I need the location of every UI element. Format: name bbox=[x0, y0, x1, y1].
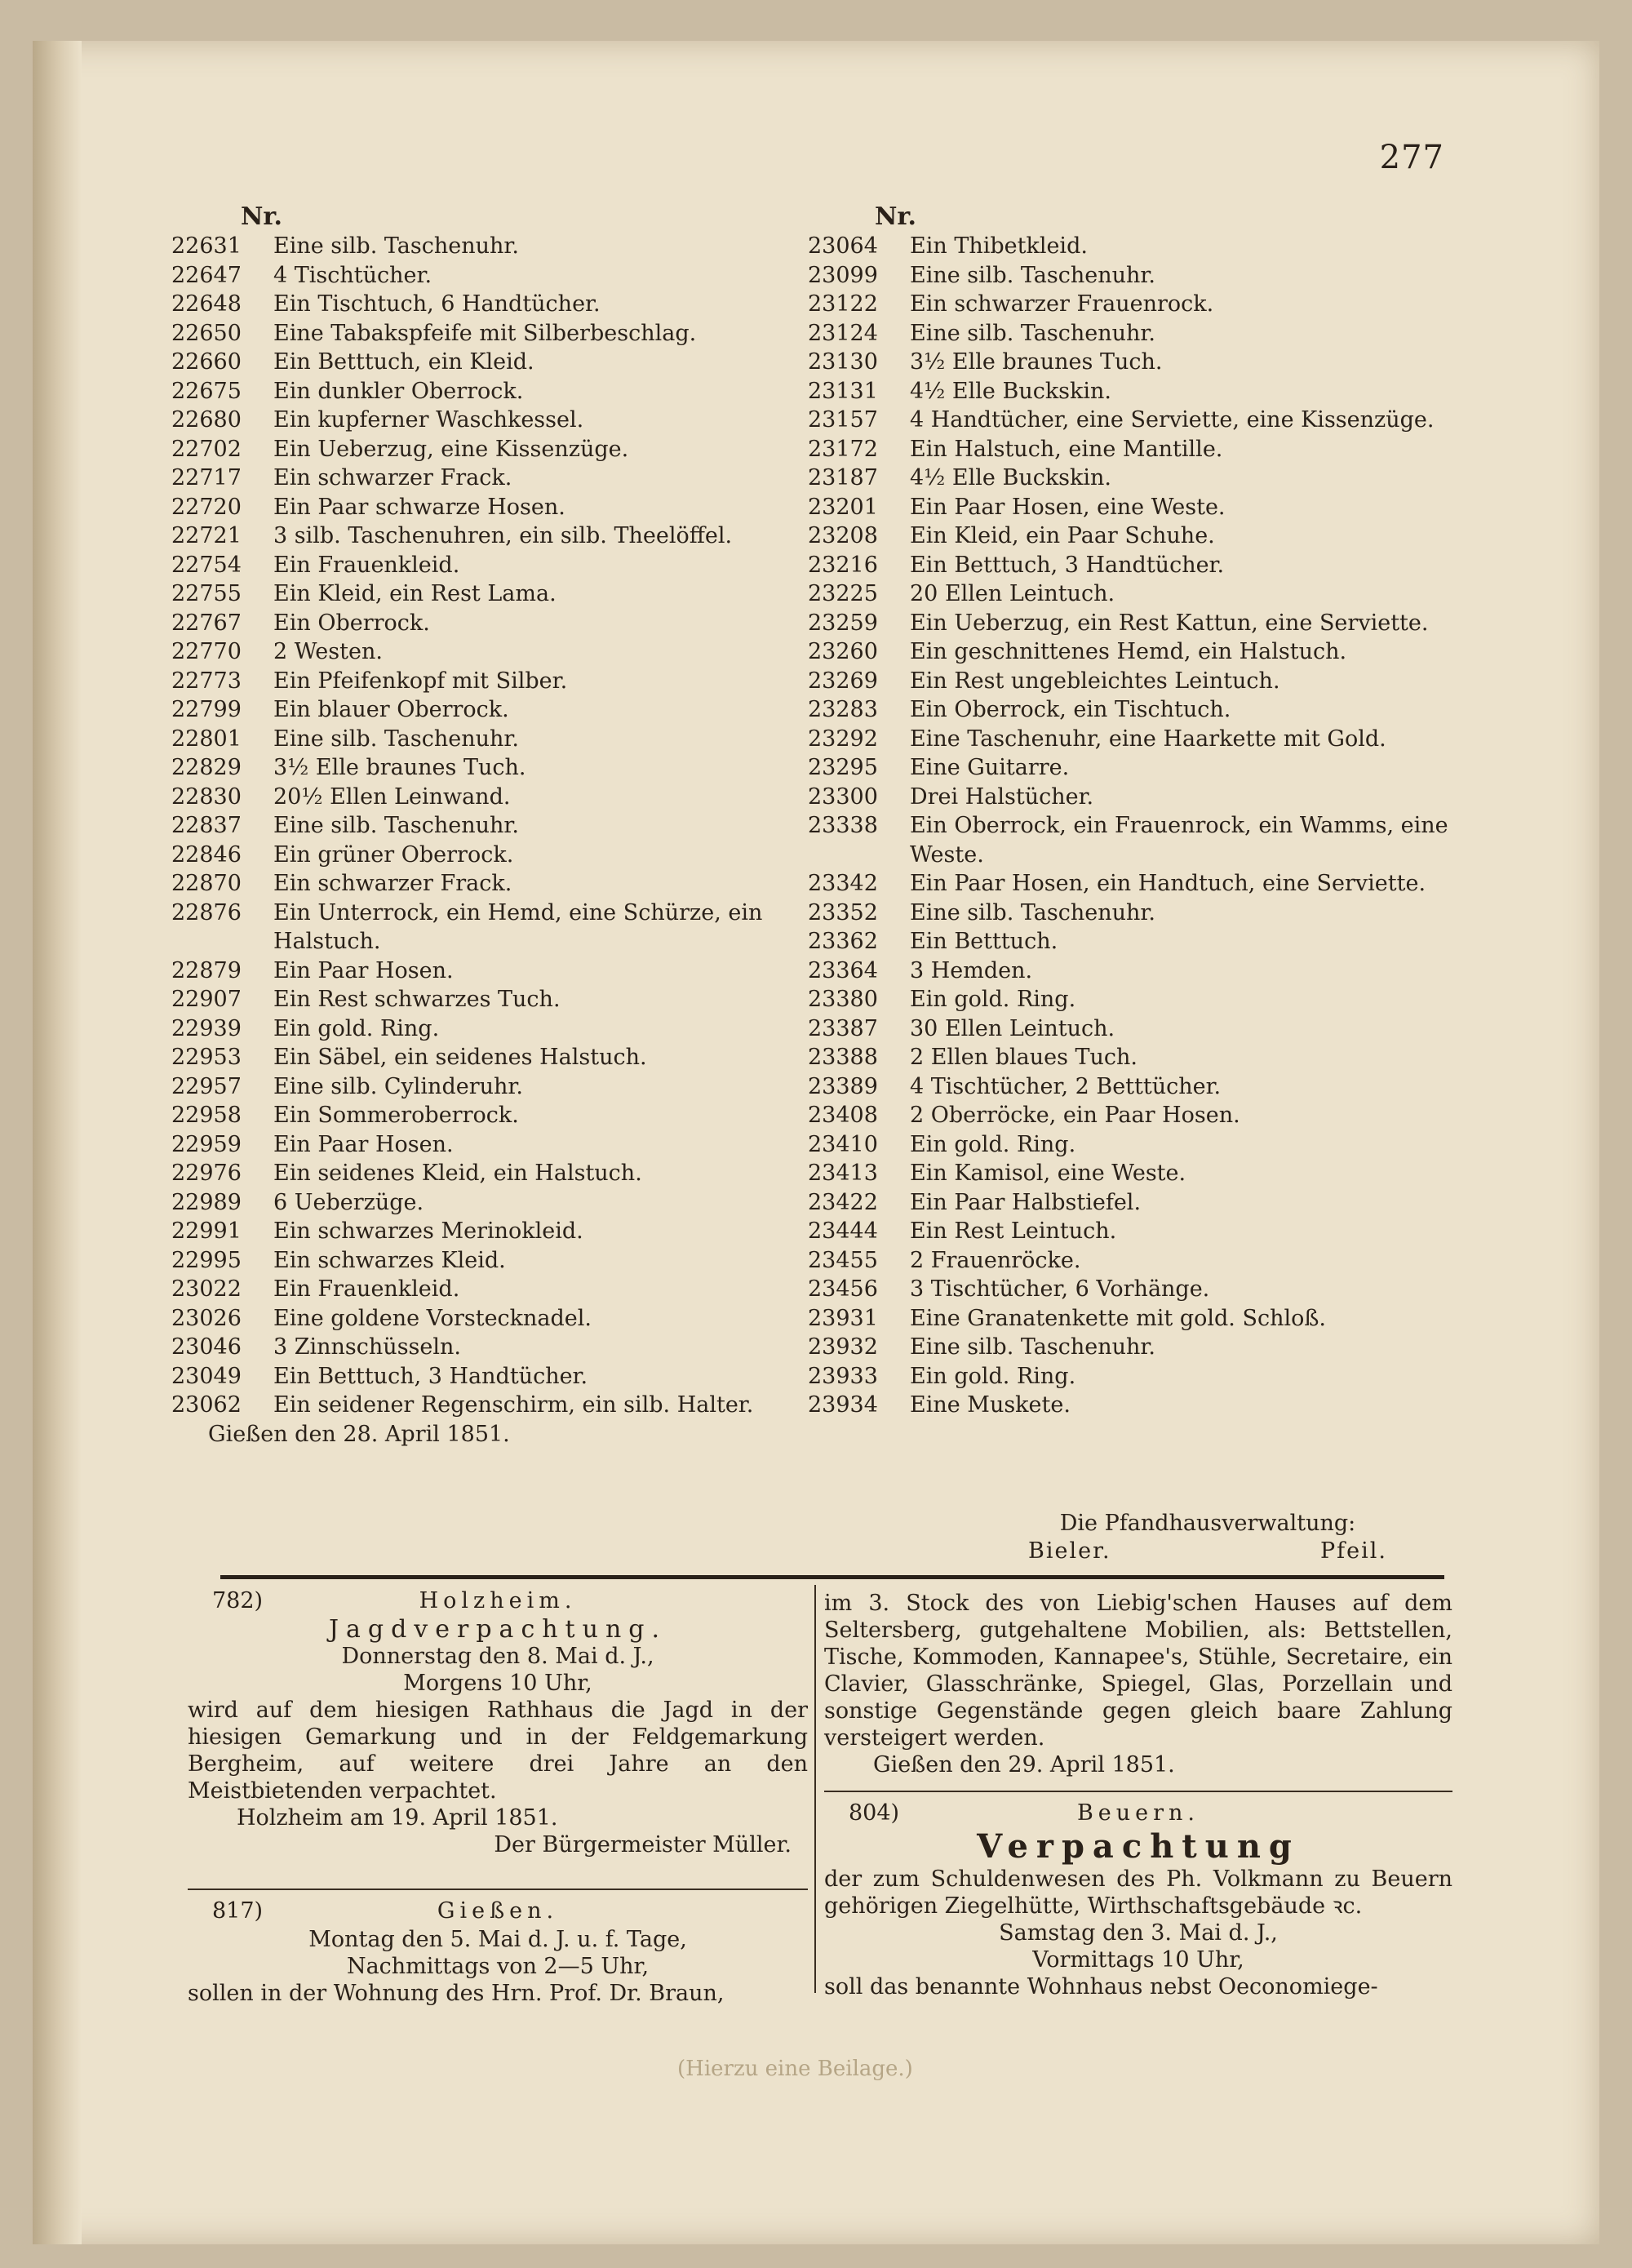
list-item bbox=[808, 1275, 1469, 1304]
item-number: 22717 bbox=[171, 465, 242, 490]
item-description: 6 Ueberzüge. bbox=[273, 1189, 424, 1215]
list-item bbox=[171, 1101, 840, 1130]
item-number: 23201 bbox=[808, 494, 878, 520]
list-item bbox=[808, 232, 1469, 261]
item-description: Ein Paar schwarze Hosen. bbox=[273, 494, 565, 520]
item-number: 23292 bbox=[808, 726, 878, 752]
list-item bbox=[171, 348, 840, 377]
item-description: Ein Betttuch, ein Kleid. bbox=[273, 349, 534, 375]
item-description: Ein schwarzer Frack. bbox=[273, 871, 512, 896]
notice-817-date: Montag den 5. Mai d. J. u. f. Tage, bbox=[308, 1927, 687, 1952]
item-number: 22702 bbox=[171, 436, 242, 462]
notice-817-body-start: sollen in der Wohnung des Hrn. Prof. Dr. Braun, bbox=[188, 1981, 725, 2006]
notice-804-time: Vormittags 10 Uhr, bbox=[1032, 1947, 1244, 1973]
list-item bbox=[808, 1130, 1469, 1160]
item-number: 23225 bbox=[808, 581, 878, 606]
list-item bbox=[808, 522, 1469, 551]
item-number: 22773 bbox=[171, 668, 242, 694]
list-item bbox=[808, 1391, 1469, 1420]
item-number: 22660 bbox=[171, 349, 242, 375]
item-number: 23934 bbox=[808, 1392, 878, 1418]
item-number: 23130 bbox=[808, 349, 878, 375]
item-number: 22846 bbox=[171, 841, 242, 868]
list-item bbox=[171, 1159, 840, 1188]
item-number: 23352 bbox=[808, 899, 878, 925]
item-number: 22675 bbox=[171, 378, 242, 404]
list-item bbox=[171, 1275, 840, 1304]
notice-782-dateline: Holzheim am 19. April 1851. bbox=[237, 1805, 558, 1831]
item-description: Ein Betttuch, 3 Handtücher. bbox=[910, 552, 1225, 578]
item-description: Ein seidener Regenschirm, ein silb. Halter. bbox=[273, 1392, 754, 1418]
list-item bbox=[808, 753, 1469, 783]
item-number: 23269 bbox=[808, 668, 878, 694]
item-description: Ein Paar Halbstiefel. bbox=[910, 1189, 1142, 1215]
item-description: Ein Frauenkleid. bbox=[273, 552, 460, 578]
list-item bbox=[171, 956, 840, 986]
item-number: 22995 bbox=[171, 1247, 242, 1273]
item-description: Ein kupferner Waschkessel. bbox=[273, 407, 584, 433]
notice-817-id: 817) bbox=[212, 1898, 264, 1924]
item-description: 20 Ellen Leintuch. bbox=[910, 581, 1115, 606]
item-description: Ein Thibetkleid. bbox=[910, 233, 1088, 259]
list-item bbox=[808, 637, 1469, 667]
item-description: Ein gold. Ring. bbox=[273, 1015, 440, 1041]
item-description: Ein Kleid, ein Rest Lama. bbox=[273, 581, 557, 606]
notice-782-time: Morgens 10 Uhr, bbox=[403, 1671, 592, 1696]
list-item bbox=[171, 1130, 840, 1160]
administration-title: Die Pfandhausverwaltung: bbox=[1059, 1511, 1356, 1536]
item-number: 22959 bbox=[171, 1131, 242, 1157]
list-dateline: Gießen den 28. April 1851. bbox=[208, 1421, 510, 1447]
item-number: 22830 bbox=[171, 783, 242, 810]
list-item bbox=[171, 1043, 840, 1072]
list-item bbox=[171, 290, 840, 319]
item-number: 22755 bbox=[171, 581, 242, 606]
item-number: 23062 bbox=[171, 1392, 242, 1418]
list-item bbox=[171, 319, 840, 348]
list-item bbox=[808, 609, 1469, 638]
list-item bbox=[171, 464, 840, 493]
notice-divider-left bbox=[188, 1889, 808, 1890]
item-number: 23933 bbox=[808, 1363, 878, 1389]
list-item bbox=[171, 1014, 840, 1044]
item-number: 22907 bbox=[171, 987, 242, 1012]
item-description: Ein grüner Oberrock. bbox=[273, 841, 514, 868]
item-description: Ein gold. Ring. bbox=[910, 1131, 1076, 1157]
list-item bbox=[808, 579, 1469, 609]
item-number: 23456 bbox=[808, 1276, 878, 1302]
item-number: 23444 bbox=[808, 1218, 878, 1244]
item-description: 3½ Elle braunes Tuch. bbox=[910, 349, 1163, 375]
item-description: Drei Halstücher. bbox=[910, 783, 1094, 810]
list-item bbox=[171, 435, 840, 464]
notice-782-body: wird auf dem hiesigen Rathhaus die Jagd in der hiesigen Gemarkung und in der Feldgemarkung Bergheim, auf weitere drei Jahre an den Meistbietenden verpachtet. bbox=[188, 1698, 808, 1804]
notice-817-dateline: Gießen den 29. April 1851. bbox=[873, 1752, 1175, 1778]
list-item bbox=[808, 869, 1469, 899]
item-number: 23364 bbox=[808, 957, 878, 983]
item-number: 22801 bbox=[171, 726, 242, 752]
item-description: Ein Oberrock, ein Tischtuch. bbox=[910, 697, 1231, 722]
item-description: Eine silb. Taschenuhr. bbox=[910, 320, 1155, 346]
notice-817-continuation bbox=[824, 1590, 1452, 1778]
item-description: Eine silb. Taschenuhr. bbox=[910, 1334, 1155, 1360]
list-item bbox=[808, 1159, 1469, 1188]
item-number: 23295 bbox=[808, 755, 878, 780]
item-description: Ein Betttuch, 3 Handtücher. bbox=[273, 1363, 588, 1389]
notice-804-title: Verpachtung bbox=[977, 1827, 1300, 1866]
notice-782-signature: Der Bürgermeister Müller. bbox=[494, 1832, 792, 1857]
item-number: 23455 bbox=[808, 1247, 878, 1273]
item-description: Ein schwarzes Kleid. bbox=[273, 1247, 506, 1273]
item-description: Ein schwarzer Frack. bbox=[273, 465, 512, 490]
list-item bbox=[808, 985, 1469, 1014]
item-description: Ein Ueberzug, eine Kissenzüge. bbox=[273, 436, 629, 462]
list-item bbox=[171, 753, 840, 783]
pawn-list-left-column bbox=[171, 202, 840, 1449]
item-description: Ein blauer Oberrock. bbox=[273, 697, 509, 722]
list-item bbox=[171, 725, 840, 754]
list-item bbox=[171, 1072, 840, 1102]
list-item bbox=[171, 406, 840, 435]
list-item bbox=[171, 811, 840, 841]
item-number: 23387 bbox=[808, 1015, 878, 1041]
item-description: 4 Tischtücher. bbox=[273, 262, 432, 288]
item-description: Ein Halstuch, eine Mantille. bbox=[910, 436, 1223, 462]
list-item bbox=[171, 783, 840, 812]
item-number: 23408 bbox=[808, 1103, 878, 1128]
list-item bbox=[808, 377, 1469, 406]
section-divider-rule bbox=[220, 1575, 1444, 1579]
notice-817-continuation-text: im 3. Stock des von Liebig'schen Hauses auf dem Seltersberg, gutgehaltene Mobilien, als: Bettstellen, Tische, Kommoden, Kannapee's, Stühle, Secretaire, ein Clavier, Glasschränke, Spiegel, Glas, Porzellain und sonstige Gegenstände gegen gleich baare Zahlung versteigert werden. bbox=[824, 1591, 1452, 1751]
list-item bbox=[808, 1043, 1469, 1072]
list-item bbox=[808, 435, 1469, 464]
item-description: Ein Unterrock, ein Hemd, eine Schürze, ein Halstuch. bbox=[273, 899, 763, 954]
item-number: 23022 bbox=[171, 1276, 242, 1302]
item-description: Eine Taschenuhr, eine Haarkette mit Gold. bbox=[910, 726, 1386, 752]
item-number: 23931 bbox=[808, 1305, 878, 1331]
item-description: 2 Ellen blaues Tuch. bbox=[910, 1045, 1138, 1070]
item-number: 23099 bbox=[808, 262, 878, 288]
item-description: Ein Rest schwarzes Tuch. bbox=[273, 987, 561, 1012]
list-item bbox=[171, 1391, 840, 1420]
item-number: 22650 bbox=[171, 320, 242, 346]
notice-804-body-end: soll das benannte Wohnhaus nebst Oeconomiege- bbox=[824, 1974, 1378, 1999]
newspaper-page bbox=[33, 41, 1599, 2244]
item-number: 22770 bbox=[171, 639, 242, 664]
item-description: 4 Tischtücher, 2 Betttücher. bbox=[910, 1073, 1222, 1099]
notice-804-header bbox=[824, 1799, 1452, 1828]
item-number: 23413 bbox=[808, 1161, 878, 1186]
notice-804-beuern bbox=[824, 1799, 1452, 2000]
list-item bbox=[808, 899, 1469, 928]
item-description: 3 silb. Taschenuhren, ein silb. Theelöffel. bbox=[273, 523, 733, 548]
list-item bbox=[808, 551, 1469, 580]
item-description: Ein gold. Ring. bbox=[910, 987, 1076, 1012]
notice-782-place: Holzheim. bbox=[419, 1588, 577, 1613]
item-description: Eine silb. Taschenuhr. bbox=[273, 233, 519, 259]
item-description: Ein Kleid, ein Paar Schuhe. bbox=[910, 523, 1215, 548]
item-description: Ein Frauenkleid. bbox=[273, 1276, 460, 1302]
item-number: 23362 bbox=[808, 929, 878, 954]
signer-bieler: Bieler. bbox=[1028, 1538, 1111, 1564]
item-description: 2 Westen. bbox=[273, 639, 383, 664]
list-item bbox=[808, 348, 1469, 377]
notice-804-body: der zum Schuldenwesen des Ph. Volkmann zu Beuern gehörigen Ziegelhütte, Wirthschaftsgebäude ꝛc. bbox=[824, 1866, 1452, 1919]
item-description: Ein Rest ungebleichtes Leintuch. bbox=[910, 668, 1280, 694]
page-number: 277 bbox=[1379, 139, 1444, 176]
item-description: Ein Kamisol, eine Weste. bbox=[910, 1161, 1186, 1186]
item-description: Ein Ueberzug, ein Rest Kattun, eine Serviette. bbox=[910, 610, 1429, 636]
item-description: Eine Tabakspfeife mit Silberbeschlag. bbox=[273, 320, 697, 346]
item-number: 23260 bbox=[808, 639, 878, 664]
notice-divider-right bbox=[824, 1791, 1452, 1792]
item-number: 23122 bbox=[808, 291, 878, 317]
item-description: Eine Granatenkette mit gold. Schloß. bbox=[910, 1305, 1326, 1331]
item-number: 23388 bbox=[808, 1045, 878, 1070]
item-description: Ein seidenes Kleid, ein Halstuch. bbox=[273, 1161, 642, 1186]
pawn-list-right bbox=[808, 232, 1469, 1420]
item-description: 4½ Elle Buckskin. bbox=[910, 465, 1112, 490]
item-description: Ein Paar Hosen. bbox=[273, 957, 454, 983]
item-description: Ein schwarzes Merinokleid. bbox=[273, 1218, 583, 1244]
list-item bbox=[808, 261, 1469, 291]
list-item bbox=[171, 609, 840, 638]
item-description: 3 Zinnschüsseln. bbox=[273, 1334, 461, 1360]
item-number: 22720 bbox=[171, 494, 242, 520]
item-number: 23338 bbox=[808, 813, 878, 838]
notice-804-place: Beuern. bbox=[1076, 1800, 1200, 1826]
item-number: 23342 bbox=[808, 871, 878, 896]
item-number: 23157 bbox=[808, 407, 878, 433]
list-item bbox=[171, 522, 840, 551]
item-number: 23283 bbox=[808, 697, 878, 722]
list-item bbox=[171, 1333, 840, 1362]
list-header-nr: Nr. bbox=[241, 202, 282, 231]
list-item bbox=[171, 841, 840, 870]
item-number: 23422 bbox=[808, 1189, 878, 1215]
notice-782-date: Donnerstag den 8. Mai d. J., bbox=[341, 1644, 654, 1669]
list-item bbox=[171, 1188, 840, 1218]
list-item bbox=[171, 579, 840, 609]
item-description: Ein Säbel, ein seidenes Halstuch. bbox=[273, 1045, 647, 1070]
item-number: 23124 bbox=[808, 320, 878, 346]
notice-782-id: 782) bbox=[212, 1588, 264, 1613]
notice-817-header bbox=[188, 1897, 808, 1926]
pawn-administration-signature bbox=[1004, 1510, 1412, 1565]
list-item bbox=[171, 377, 840, 406]
item-number: 23259 bbox=[808, 610, 878, 636]
list-item bbox=[808, 667, 1469, 696]
item-number: 23208 bbox=[808, 523, 878, 548]
item-description: 2 Oberröcke, ein Paar Hosen. bbox=[910, 1103, 1240, 1128]
item-number: 22647 bbox=[171, 262, 242, 288]
list-item bbox=[808, 493, 1469, 522]
list-item bbox=[171, 232, 840, 261]
notice-782-holzheim bbox=[188, 1587, 808, 1858]
item-number: 22721 bbox=[171, 523, 242, 548]
item-number: 22957 bbox=[171, 1073, 242, 1099]
list-item bbox=[808, 319, 1469, 348]
item-description: Eine Guitarre. bbox=[910, 755, 1070, 780]
item-number: 22953 bbox=[171, 1045, 242, 1070]
list-item bbox=[808, 406, 1469, 435]
item-description: Ein Tischtuch, 6 Handtücher. bbox=[273, 291, 601, 317]
item-number: 23187 bbox=[808, 465, 878, 490]
item-number: 23300 bbox=[808, 783, 878, 810]
list-item bbox=[171, 1362, 840, 1391]
list-item bbox=[171, 1304, 840, 1334]
list-item bbox=[808, 725, 1469, 754]
column-divider-vertical bbox=[814, 1585, 816, 1993]
item-number: 22631 bbox=[171, 233, 242, 259]
item-number: 22976 bbox=[171, 1161, 242, 1186]
item-number: 23172 bbox=[808, 436, 878, 462]
list-item bbox=[171, 667, 840, 696]
item-description: 30 Ellen Leintuch. bbox=[910, 1015, 1115, 1041]
list-item bbox=[808, 783, 1469, 812]
item-number: 23049 bbox=[171, 1363, 242, 1389]
list-item bbox=[808, 464, 1469, 493]
item-description: 2 Frauenröcke. bbox=[910, 1247, 1081, 1273]
list-item bbox=[808, 1014, 1469, 1044]
list-item bbox=[808, 290, 1469, 319]
item-number: 23046 bbox=[171, 1334, 242, 1360]
item-number: 22680 bbox=[171, 407, 242, 433]
item-description: Eine silb. Taschenuhr. bbox=[910, 899, 1155, 925]
pawn-list-left bbox=[171, 232, 840, 1420]
pawn-list-right-column bbox=[808, 202, 1469, 1420]
list-item bbox=[171, 493, 840, 522]
list-item bbox=[808, 695, 1469, 725]
list-item bbox=[808, 1072, 1469, 1102]
item-number: 23026 bbox=[171, 1305, 242, 1331]
item-description: Ein Paar Hosen, ein Handtuch, eine Serviette. bbox=[910, 871, 1426, 896]
list-item bbox=[808, 1333, 1469, 1362]
item-number: 22876 bbox=[171, 899, 242, 925]
notice-804-id: 804) bbox=[849, 1800, 900, 1826]
item-number: 23932 bbox=[808, 1334, 878, 1360]
item-number: 23389 bbox=[808, 1073, 878, 1099]
item-description: Ein schwarzer Frauenrock. bbox=[910, 291, 1214, 317]
item-description: 20½ Ellen Leinwand. bbox=[273, 783, 511, 810]
item-number: 22799 bbox=[171, 697, 242, 722]
supplement-note: (Hierzu eine Beilage.) bbox=[677, 2057, 913, 2081]
item-description: 4 Handtücher, eine Serviette, eine Kissenzüge. bbox=[910, 407, 1435, 433]
item-number: 22754 bbox=[171, 552, 242, 578]
list-item bbox=[171, 695, 840, 725]
item-description: Ein Paar Hosen. bbox=[273, 1131, 454, 1157]
notice-817-place: Gießen. bbox=[437, 1898, 559, 1924]
list-item bbox=[808, 956, 1469, 986]
item-number: 23410 bbox=[808, 1131, 878, 1157]
item-number: 23131 bbox=[808, 378, 878, 404]
item-description: Eine silb. Cylinderuhr. bbox=[273, 1073, 523, 1099]
item-number: 22767 bbox=[171, 610, 242, 636]
item-description: Ein gold. Ring. bbox=[910, 1363, 1076, 1389]
list-item bbox=[171, 637, 840, 667]
item-number: 22829 bbox=[171, 755, 242, 780]
item-number: 22648 bbox=[171, 291, 242, 317]
list-item bbox=[808, 1217, 1469, 1246]
item-number: 22837 bbox=[171, 813, 242, 838]
item-description: Ein Paar Hosen, eine Weste. bbox=[910, 494, 1226, 520]
list-item bbox=[808, 1304, 1469, 1334]
item-description: 3 Hemden. bbox=[910, 957, 1033, 983]
item-number: 22989 bbox=[171, 1189, 242, 1215]
list-item bbox=[171, 899, 840, 956]
notice-782-header bbox=[188, 1587, 808, 1616]
item-description: 3 Tischtücher, 6 Vorhänge. bbox=[910, 1276, 1210, 1302]
item-description: Ein Betttuch. bbox=[910, 929, 1058, 954]
list-item bbox=[171, 869, 840, 899]
item-description: Ein geschnittenes Hemd, ein Halstuch. bbox=[910, 639, 1347, 664]
list-item bbox=[808, 1101, 1469, 1130]
item-number: 22958 bbox=[171, 1103, 242, 1128]
item-description: Ein Sommeroberrock. bbox=[273, 1103, 519, 1128]
item-number: 22991 bbox=[171, 1218, 242, 1244]
item-number: 23380 bbox=[808, 987, 878, 1012]
item-number: 22870 bbox=[171, 871, 242, 896]
list-item bbox=[808, 1246, 1469, 1276]
list-item bbox=[808, 927, 1469, 956]
item-description: Eine silb. Taschenuhr. bbox=[273, 813, 519, 838]
list-item bbox=[171, 1217, 840, 1246]
signer-pfeil: Pfeil. bbox=[1320, 1538, 1387, 1564]
item-number: 23064 bbox=[808, 233, 878, 259]
item-description: Ein Rest Leintuch. bbox=[910, 1218, 1117, 1244]
item-description: Eine silb. Taschenuhr. bbox=[910, 262, 1155, 288]
notice-782-title: Jagdverpachtung. bbox=[328, 1615, 667, 1644]
item-number: 22939 bbox=[171, 1015, 242, 1041]
list-item bbox=[171, 985, 840, 1014]
list-item bbox=[171, 1246, 840, 1276]
list-item bbox=[808, 811, 1469, 869]
item-description: Ein Pfeifenkopf mit Silber. bbox=[273, 668, 568, 694]
item-description: Eine silb. Taschenuhr. bbox=[273, 726, 519, 752]
item-number: 23216 bbox=[808, 552, 878, 578]
list-item bbox=[171, 551, 840, 580]
page-binding-shadow bbox=[33, 41, 82, 2244]
item-description: 3½ Elle braunes Tuch. bbox=[273, 755, 526, 780]
item-description: Eine goldene Vorstecknadel. bbox=[273, 1305, 592, 1331]
notice-817-time: Nachmittags von 2—5 Uhr, bbox=[346, 1954, 650, 1979]
notice-804-date: Samstag den 3. Mai d. J., bbox=[999, 1920, 1278, 1946]
list-header-nr-right: Nr. bbox=[875, 202, 916, 231]
notice-817-giessen bbox=[188, 1897, 808, 2007]
item-description: 4½ Elle Buckskin. bbox=[910, 378, 1112, 404]
item-description: Ein Oberrock, ein Frauenrock, ein Wamms, eine Weste. bbox=[910, 813, 1448, 868]
administration-signers bbox=[1004, 1538, 1412, 1565]
item-number: 22879 bbox=[171, 957, 242, 983]
list-item bbox=[808, 1188, 1469, 1218]
list-item bbox=[808, 1362, 1469, 1391]
item-description: Ein dunkler Oberrock. bbox=[273, 378, 524, 404]
list-item bbox=[171, 261, 840, 291]
item-description: Eine Muskete. bbox=[910, 1392, 1071, 1418]
item-description: Ein Oberrock. bbox=[273, 610, 430, 636]
